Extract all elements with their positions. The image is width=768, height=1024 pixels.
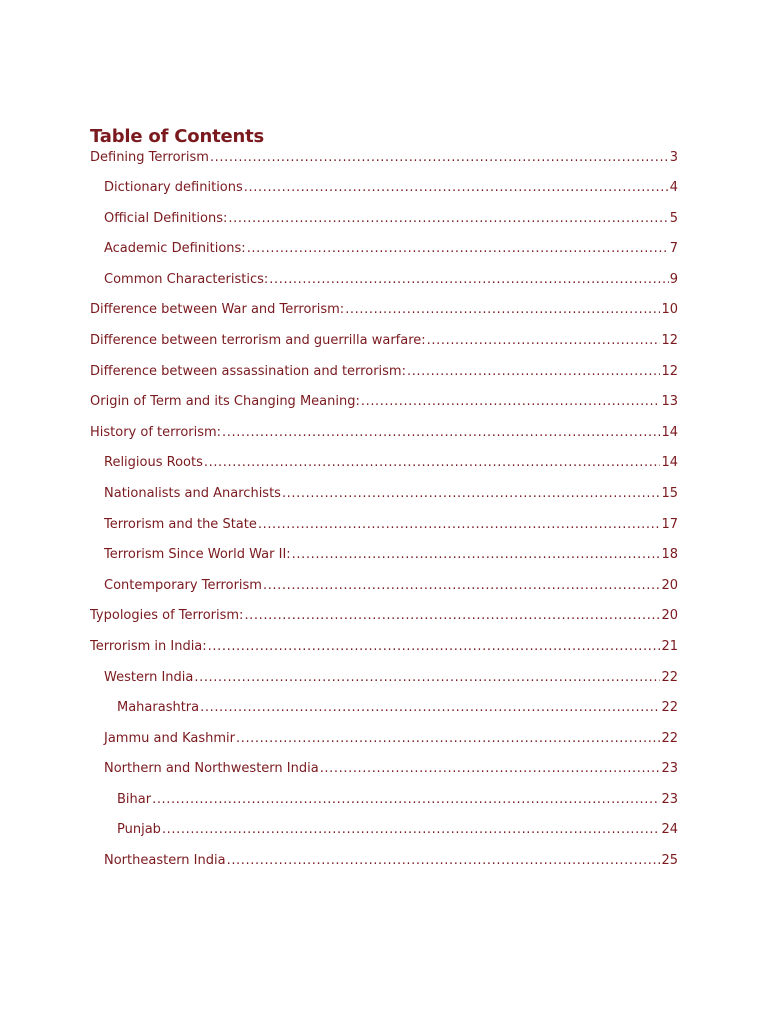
toc-entry-label: Terrorism in India: [90, 638, 207, 654]
toc-entry[interactable] [90, 608, 678, 639]
toc-entry-label: Defining Terrorism [90, 150, 209, 165]
toc-entry-page-number: 22 [661, 700, 678, 716]
toc-entry-page-number: 20 [661, 577, 678, 593]
toc-entry-page-number: 22 [661, 669, 678, 685]
toc-list [90, 150, 678, 884]
toc-entry-label: Academic Definitions: [104, 241, 246, 257]
toc-entry[interactable] [90, 822, 678, 853]
toc-dot-leader [292, 547, 661, 562]
toc-entry-label: Difference between assassination and terrorism: [90, 363, 406, 379]
toc-entry[interactable] [90, 241, 678, 272]
toc-entry-page-number: 14 [661, 424, 678, 440]
toc-entry-page-number: 3 [669, 150, 678, 165]
toc-dot-leader [269, 272, 668, 287]
toc-entry[interactable] [90, 517, 678, 548]
toc-entry-page-number: 13 [661, 394, 678, 410]
toc-dot-leader [345, 302, 660, 317]
toc-entry[interactable] [90, 670, 678, 701]
toc-entry-label: Northern and Northwestern India [104, 761, 319, 777]
toc-dot-leader [194, 670, 660, 685]
toc-entry[interactable] [90, 425, 678, 456]
toc-entry-page-number: 7 [669, 241, 678, 257]
toc-dot-leader [162, 822, 661, 837]
toc-entry-page-number: 25 [661, 853, 678, 869]
toc-entry-page-number: 4 [669, 180, 678, 195]
toc-entry-page-number: 5 [669, 210, 678, 226]
toc-dot-leader [407, 364, 660, 379]
toc-entry-page-number: 12 [661, 363, 678, 379]
toc-entry[interactable] [90, 150, 678, 180]
toc-entry-page-number: 23 [661, 761, 678, 777]
toc-entry[interactable] [90, 486, 678, 517]
toc-entry-page-number: 18 [661, 547, 678, 563]
toc-entry[interactable] [90, 394, 678, 425]
toc-entry-page-number: 20 [661, 608, 678, 624]
toc-entry-label: Dictionary definitions [104, 180, 243, 195]
toc-entry-label: Common Characteristics: [104, 271, 269, 287]
toc-entry-label: Religious Roots [104, 455, 203, 471]
toc-dot-leader [236, 731, 660, 746]
toc-entry[interactable] [90, 547, 678, 578]
toc-dot-leader [361, 394, 661, 409]
toc-entry[interactable] [90, 578, 678, 609]
toc-dot-leader [200, 700, 660, 715]
toc-entry[interactable] [90, 700, 678, 731]
toc-entry-label: Jammu and Kashmir [104, 730, 235, 746]
toc-entry[interactable] [90, 639, 678, 670]
toc-entry-label: Bihar [117, 791, 152, 807]
toc-entry[interactable] [90, 180, 678, 211]
toc-entry-label: Nationalists and Anarchists [104, 485, 281, 501]
toc-dot-leader [227, 853, 661, 868]
toc-entry-label: Difference between terrorism and guerrilla warfare: [90, 332, 426, 348]
toc-entry-page-number: 17 [661, 516, 678, 532]
toc-dot-leader [427, 333, 661, 348]
toc-dot-leader [247, 241, 669, 256]
toc-entry[interactable] [90, 272, 678, 303]
toc-entry-page-number: 23 [661, 791, 678, 807]
toc-entry-label: Origin of Term and its Changing Meaning: [90, 394, 360, 410]
toc-dot-leader [210, 150, 669, 165]
toc-entry[interactable] [90, 853, 678, 884]
toc-entry-page-number: 14 [661, 455, 678, 471]
toc-entry-label: Difference between War and Terrorism: [90, 302, 345, 318]
toc-entry[interactable] [90, 211, 678, 242]
toc-entry-page-number: 22 [661, 730, 678, 746]
toc-entry[interactable] [90, 731, 678, 762]
document-page [90, 124, 678, 884]
toc-entry-page-number: 21 [661, 638, 678, 654]
toc-entry-label: Contemporary Terrorism [104, 577, 262, 593]
toc-entry[interactable] [90, 302, 678, 333]
toc-dot-leader [263, 578, 660, 593]
toc-entry[interactable] [90, 792, 678, 823]
toc-dot-leader [258, 517, 661, 532]
toc-entry-label: Typologies of Terrorism: [90, 608, 244, 624]
toc-dot-leader [208, 639, 661, 654]
toc-dot-leader [244, 180, 669, 195]
toc-entry-label: Punjab [117, 822, 161, 838]
toc-dot-leader [222, 425, 660, 440]
toc-entry[interactable] [90, 761, 678, 792]
toc-entry-page-number: 9 [669, 271, 678, 287]
toc-dot-leader [152, 792, 660, 807]
toc-entry-label: Terrorism Since World War II: [104, 547, 291, 563]
toc-dot-leader [204, 455, 661, 470]
toc-entry-label: Maharashtra [117, 700, 200, 716]
toc-entry-label: Northeastern India [104, 853, 226, 869]
toc-entry-page-number: 24 [661, 822, 678, 838]
toc-entry-page-number: 12 [661, 332, 678, 348]
toc-dot-leader [320, 761, 661, 776]
toc-dot-leader [244, 608, 660, 623]
toc-entry[interactable] [90, 364, 678, 395]
toc-entry-page-number: 15 [661, 485, 678, 501]
toc-dot-leader [282, 486, 661, 501]
toc-entry[interactable] [90, 333, 678, 364]
toc-entry-label: Official Definitions: [104, 210, 228, 226]
toc-entry[interactable] [90, 455, 678, 486]
toc-entry-label: History of terrorism: [90, 424, 222, 440]
toc-title: Table of Contents [90, 126, 265, 147]
toc-entry-page-number: 10 [661, 302, 678, 318]
toc-entry-label: Western India [104, 669, 194, 685]
toc-dot-leader [228, 211, 668, 226]
toc-entry-label: Terrorism and the State [104, 516, 257, 532]
